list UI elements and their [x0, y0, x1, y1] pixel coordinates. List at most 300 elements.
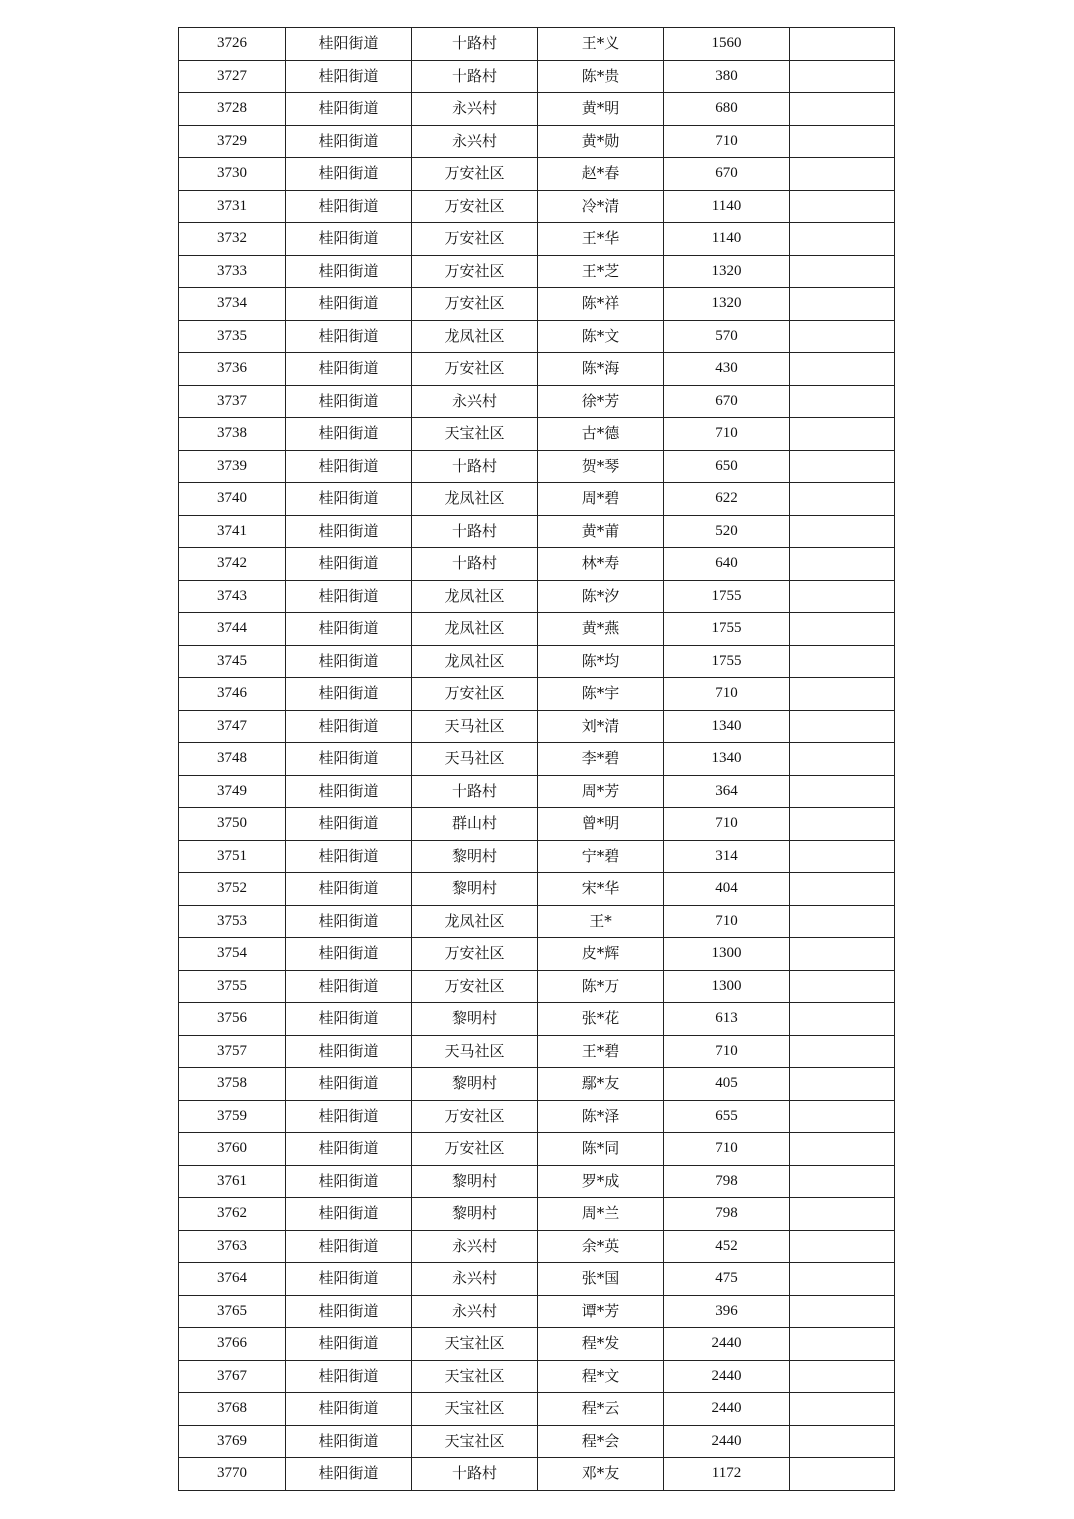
cell-street: 桂阳街道	[286, 418, 412, 451]
cell-street: 桂阳街道	[286, 548, 412, 581]
cell-amount: 2440	[664, 1360, 790, 1393]
cell-amount: 622	[664, 483, 790, 516]
cell-village: 十路村	[412, 28, 538, 61]
cell-amount: 640	[664, 548, 790, 581]
cell-amount: 710	[664, 678, 790, 711]
cell-village: 黎明村	[412, 873, 538, 906]
table-row	[179, 158, 895, 191]
cell-street: 桂阳街道	[286, 1360, 412, 1393]
cell-person-name: 贺*琴	[538, 450, 664, 483]
cell-village: 龙凤社区	[412, 645, 538, 678]
cell-village: 龙凤社区	[412, 320, 538, 353]
cell-note	[790, 613, 895, 646]
cell-village: 万安社区	[412, 158, 538, 191]
cell-serial-number: 3747	[179, 710, 286, 743]
cell-note	[790, 775, 895, 808]
cell-amount: 710	[664, 808, 790, 841]
cell-note	[790, 1425, 895, 1458]
cell-note	[790, 353, 895, 386]
cell-amount: 1340	[664, 743, 790, 776]
cell-amount: 1755	[664, 580, 790, 613]
table-row	[179, 385, 895, 418]
cell-serial-number: 3770	[179, 1458, 286, 1491]
table-body	[179, 28, 895, 1491]
cell-note	[790, 1198, 895, 1231]
table-row	[179, 970, 895, 1003]
table-row	[179, 1165, 895, 1198]
cell-street: 桂阳街道	[286, 580, 412, 613]
cell-village: 永兴村	[412, 1230, 538, 1263]
table-row	[179, 1133, 895, 1166]
cell-person-name: 陈*同	[538, 1133, 664, 1166]
cell-street: 桂阳街道	[286, 938, 412, 971]
cell-person-name: 刘*清	[538, 710, 664, 743]
cell-street: 桂阳街道	[286, 645, 412, 678]
cell-amount: 710	[664, 1035, 790, 1068]
table-row	[179, 515, 895, 548]
cell-street: 桂阳街道	[286, 320, 412, 353]
cell-amount: 1755	[664, 645, 790, 678]
cell-amount: 798	[664, 1198, 790, 1231]
cell-village: 永兴村	[412, 1263, 538, 1296]
cell-note	[790, 125, 895, 158]
cell-note	[790, 743, 895, 776]
cell-amount: 2440	[664, 1328, 790, 1361]
cell-serial-number: 3767	[179, 1360, 286, 1393]
table-row	[179, 190, 895, 223]
cell-amount: 2440	[664, 1425, 790, 1458]
cell-note	[790, 450, 895, 483]
cell-person-name: 王*义	[538, 28, 664, 61]
cell-village: 天宝社区	[412, 1360, 538, 1393]
cell-village: 万安社区	[412, 678, 538, 711]
cell-village: 十路村	[412, 450, 538, 483]
table-row	[179, 710, 895, 743]
cell-person-name: 皮*辉	[538, 938, 664, 971]
cell-serial-number: 3736	[179, 353, 286, 386]
cell-note	[790, 710, 895, 743]
cell-person-name: 周*芳	[538, 775, 664, 808]
table-row	[179, 320, 895, 353]
cell-serial-number: 3749	[179, 775, 286, 808]
cell-street: 桂阳街道	[286, 613, 412, 646]
cell-amount: 1755	[664, 613, 790, 646]
cell-serial-number: 3765	[179, 1295, 286, 1328]
cell-village: 十路村	[412, 60, 538, 93]
cell-person-name: 陈*汐	[538, 580, 664, 613]
table-row	[179, 1263, 895, 1296]
table-row	[179, 775, 895, 808]
cell-amount: 670	[664, 158, 790, 191]
cell-person-name: 周*兰	[538, 1198, 664, 1231]
cell-note	[790, 1133, 895, 1166]
cell-person-name: 张*花	[538, 1003, 664, 1036]
cell-village: 天马社区	[412, 710, 538, 743]
cell-serial-number: 3735	[179, 320, 286, 353]
cell-village: 永兴村	[412, 1295, 538, 1328]
cell-note	[790, 483, 895, 516]
table-row	[179, 938, 895, 971]
cell-amount: 404	[664, 873, 790, 906]
cell-village: 黎明村	[412, 1198, 538, 1231]
cell-serial-number: 3751	[179, 840, 286, 873]
table-row	[179, 678, 895, 711]
cell-street: 桂阳街道	[286, 1198, 412, 1231]
cell-village: 天宝社区	[412, 1425, 538, 1458]
cell-village: 群山村	[412, 808, 538, 841]
table-row	[179, 1425, 895, 1458]
cell-note	[790, 1068, 895, 1101]
cell-amount: 364	[664, 775, 790, 808]
table-row	[179, 905, 895, 938]
cell-amount: 680	[664, 93, 790, 126]
cell-serial-number: 3758	[179, 1068, 286, 1101]
cell-person-name: 鄢*友	[538, 1068, 664, 1101]
table-row	[179, 645, 895, 678]
cell-note	[790, 905, 895, 938]
cell-serial-number: 3743	[179, 580, 286, 613]
cell-note	[790, 288, 895, 321]
cell-person-name: 古*德	[538, 418, 664, 451]
table-row	[179, 418, 895, 451]
cell-person-name: 陈*宇	[538, 678, 664, 711]
cell-note	[790, 808, 895, 841]
table-row	[179, 743, 895, 776]
cell-street: 桂阳街道	[286, 1068, 412, 1101]
cell-serial-number: 3727	[179, 60, 286, 93]
data-table	[178, 27, 895, 1491]
cell-street: 桂阳街道	[286, 1328, 412, 1361]
cell-village: 万安社区	[412, 938, 538, 971]
cell-amount: 430	[664, 353, 790, 386]
cell-person-name: 陈*万	[538, 970, 664, 1003]
table-row	[179, 60, 895, 93]
cell-serial-number: 3730	[179, 158, 286, 191]
cell-note	[790, 320, 895, 353]
cell-street: 桂阳街道	[286, 190, 412, 223]
table-row	[179, 288, 895, 321]
cell-village: 万安社区	[412, 1133, 538, 1166]
cell-note	[790, 1295, 895, 1328]
cell-note	[790, 1328, 895, 1361]
cell-note	[790, 385, 895, 418]
cell-serial-number: 3768	[179, 1393, 286, 1426]
cell-street: 桂阳街道	[286, 1165, 412, 1198]
cell-serial-number: 3726	[179, 28, 286, 61]
cell-village: 万安社区	[412, 190, 538, 223]
cell-street: 桂阳街道	[286, 775, 412, 808]
cell-person-name: 宁*碧	[538, 840, 664, 873]
cell-street: 桂阳街道	[286, 515, 412, 548]
cell-person-name: 陈*均	[538, 645, 664, 678]
cell-street: 桂阳街道	[286, 1133, 412, 1166]
cell-amount: 710	[664, 905, 790, 938]
table-row	[179, 1295, 895, 1328]
cell-serial-number: 3734	[179, 288, 286, 321]
table-row	[179, 1068, 895, 1101]
cell-amount: 1320	[664, 255, 790, 288]
cell-note	[790, 970, 895, 1003]
cell-serial-number: 3748	[179, 743, 286, 776]
table-row	[179, 1100, 895, 1133]
cell-street: 桂阳街道	[286, 1425, 412, 1458]
cell-serial-number: 3732	[179, 223, 286, 256]
cell-note	[790, 873, 895, 906]
cell-village: 十路村	[412, 1458, 538, 1491]
cell-serial-number: 3739	[179, 450, 286, 483]
cell-serial-number: 3760	[179, 1133, 286, 1166]
cell-village: 天宝社区	[412, 1393, 538, 1426]
cell-amount: 452	[664, 1230, 790, 1263]
table-row	[179, 840, 895, 873]
cell-person-name: 黄*莆	[538, 515, 664, 548]
cell-serial-number: 3750	[179, 808, 286, 841]
cell-note	[790, 1165, 895, 1198]
cell-person-name: 王*碧	[538, 1035, 664, 1068]
cell-village: 万安社区	[412, 1100, 538, 1133]
cell-amount: 520	[664, 515, 790, 548]
cell-note	[790, 678, 895, 711]
cell-amount: 1340	[664, 710, 790, 743]
cell-street: 桂阳街道	[286, 710, 412, 743]
cell-amount: 1560	[664, 28, 790, 61]
cell-person-name: 程*发	[538, 1328, 664, 1361]
cell-serial-number: 3761	[179, 1165, 286, 1198]
cell-serial-number: 3769	[179, 1425, 286, 1458]
cell-village: 万安社区	[412, 223, 538, 256]
cell-serial-number: 3763	[179, 1230, 286, 1263]
cell-serial-number: 3766	[179, 1328, 286, 1361]
cell-amount: 314	[664, 840, 790, 873]
table-row	[179, 450, 895, 483]
cell-note	[790, 1035, 895, 1068]
cell-village: 黎明村	[412, 1165, 538, 1198]
cell-note	[790, 1263, 895, 1296]
cell-serial-number: 3754	[179, 938, 286, 971]
cell-village: 万安社区	[412, 288, 538, 321]
table-row	[179, 1328, 895, 1361]
cell-amount: 655	[664, 1100, 790, 1133]
cell-serial-number: 3742	[179, 548, 286, 581]
cell-note	[790, 1100, 895, 1133]
cell-serial-number: 3738	[179, 418, 286, 451]
cell-street: 桂阳街道	[286, 840, 412, 873]
cell-note	[790, 93, 895, 126]
cell-street: 桂阳街道	[286, 678, 412, 711]
cell-person-name: 黄*燕	[538, 613, 664, 646]
cell-street: 桂阳街道	[286, 60, 412, 93]
cell-note	[790, 938, 895, 971]
cell-street: 桂阳街道	[286, 1003, 412, 1036]
cell-street: 桂阳街道	[286, 223, 412, 256]
cell-amount: 396	[664, 1295, 790, 1328]
cell-amount: 2440	[664, 1393, 790, 1426]
cell-village: 龙凤社区	[412, 613, 538, 646]
table-row	[179, 1198, 895, 1231]
cell-amount: 710	[664, 418, 790, 451]
cell-village: 天马社区	[412, 1035, 538, 1068]
cell-street: 桂阳街道	[286, 1393, 412, 1426]
cell-village: 万安社区	[412, 970, 538, 1003]
cell-person-name: 程*云	[538, 1393, 664, 1426]
cell-village: 永兴村	[412, 385, 538, 418]
cell-person-name: 王*芝	[538, 255, 664, 288]
cell-village: 黎明村	[412, 1003, 538, 1036]
cell-serial-number: 3745	[179, 645, 286, 678]
cell-serial-number: 3728	[179, 93, 286, 126]
cell-serial-number: 3744	[179, 613, 286, 646]
cell-note	[790, 580, 895, 613]
cell-street: 桂阳街道	[286, 255, 412, 288]
cell-serial-number: 3757	[179, 1035, 286, 1068]
cell-amount: 570	[664, 320, 790, 353]
cell-person-name: 宋*华	[538, 873, 664, 906]
cell-person-name: 徐*芳	[538, 385, 664, 418]
cell-amount: 1300	[664, 970, 790, 1003]
cell-serial-number: 3733	[179, 255, 286, 288]
cell-village: 十路村	[412, 515, 538, 548]
cell-amount: 710	[664, 125, 790, 158]
cell-village: 龙凤社区	[412, 905, 538, 938]
cell-note	[790, 1003, 895, 1036]
cell-person-name: 陈*祥	[538, 288, 664, 321]
cell-amount: 1172	[664, 1458, 790, 1491]
cell-amount: 1140	[664, 223, 790, 256]
cell-person-name: 陈*贵	[538, 60, 664, 93]
table-row	[179, 1458, 895, 1491]
cell-village: 天宝社区	[412, 1328, 538, 1361]
cell-person-name: 陈*泽	[538, 1100, 664, 1133]
cell-person-name: 陈*文	[538, 320, 664, 353]
cell-street: 桂阳街道	[286, 1458, 412, 1491]
cell-note	[790, 418, 895, 451]
cell-person-name: 张*国	[538, 1263, 664, 1296]
cell-note	[790, 28, 895, 61]
table-row	[179, 873, 895, 906]
cell-serial-number: 3737	[179, 385, 286, 418]
cell-street: 桂阳街道	[286, 1263, 412, 1296]
cell-street: 桂阳街道	[286, 808, 412, 841]
cell-serial-number: 3729	[179, 125, 286, 158]
cell-street: 桂阳街道	[286, 125, 412, 158]
table-row	[179, 580, 895, 613]
cell-person-name: 赵*春	[538, 158, 664, 191]
cell-serial-number: 3753	[179, 905, 286, 938]
cell-street: 桂阳街道	[286, 873, 412, 906]
cell-note	[790, 1458, 895, 1491]
table-row	[179, 353, 895, 386]
cell-village: 永兴村	[412, 93, 538, 126]
cell-note	[790, 1230, 895, 1263]
table-row	[179, 548, 895, 581]
table-row	[179, 1035, 895, 1068]
cell-amount: 710	[664, 1133, 790, 1166]
cell-person-name: 林*寿	[538, 548, 664, 581]
table-row	[179, 613, 895, 646]
cell-serial-number: 3731	[179, 190, 286, 223]
cell-serial-number: 3741	[179, 515, 286, 548]
table-row	[179, 1230, 895, 1263]
cell-person-name: 周*碧	[538, 483, 664, 516]
cell-amount: 475	[664, 1263, 790, 1296]
table-row	[179, 1393, 895, 1426]
cell-person-name: 黄*明	[538, 93, 664, 126]
cell-village: 十路村	[412, 775, 538, 808]
table-row	[179, 223, 895, 256]
table-row	[179, 1360, 895, 1393]
cell-village: 黎明村	[412, 840, 538, 873]
cell-street: 桂阳街道	[286, 1295, 412, 1328]
cell-amount: 405	[664, 1068, 790, 1101]
cell-note	[790, 840, 895, 873]
table-row	[179, 1003, 895, 1036]
cell-amount: 613	[664, 1003, 790, 1036]
cell-street: 桂阳街道	[286, 1100, 412, 1133]
cell-person-name: 陈*海	[538, 353, 664, 386]
cell-serial-number: 3752	[179, 873, 286, 906]
cell-village: 龙凤社区	[412, 580, 538, 613]
cell-note	[790, 645, 895, 678]
cell-note	[790, 223, 895, 256]
cell-amount: 1300	[664, 938, 790, 971]
cell-person-name: 谭*芳	[538, 1295, 664, 1328]
cell-note	[790, 548, 895, 581]
cell-village: 黎明村	[412, 1068, 538, 1101]
cell-amount: 1320	[664, 288, 790, 321]
cell-note	[790, 515, 895, 548]
cell-person-name: 冷*清	[538, 190, 664, 223]
cell-serial-number: 3764	[179, 1263, 286, 1296]
cell-serial-number: 3740	[179, 483, 286, 516]
cell-amount: 798	[664, 1165, 790, 1198]
cell-village: 龙凤社区	[412, 483, 538, 516]
cell-street: 桂阳街道	[286, 1230, 412, 1263]
table-row	[179, 483, 895, 516]
cell-amount: 670	[664, 385, 790, 418]
table-row	[179, 125, 895, 158]
cell-person-name: 程*会	[538, 1425, 664, 1458]
cell-street: 桂阳街道	[286, 158, 412, 191]
cell-serial-number: 3759	[179, 1100, 286, 1133]
cell-serial-number: 3755	[179, 970, 286, 1003]
cell-street: 桂阳街道	[286, 483, 412, 516]
cell-note	[790, 255, 895, 288]
cell-street: 桂阳街道	[286, 970, 412, 1003]
cell-amount: 650	[664, 450, 790, 483]
cell-person-name: 黄*勋	[538, 125, 664, 158]
cell-note	[790, 60, 895, 93]
cell-street: 桂阳街道	[286, 288, 412, 321]
cell-note	[790, 1393, 895, 1426]
cell-note	[790, 158, 895, 191]
cell-person-name: 程*文	[538, 1360, 664, 1393]
cell-serial-number: 3762	[179, 1198, 286, 1231]
cell-street: 桂阳街道	[286, 353, 412, 386]
cell-village: 万安社区	[412, 353, 538, 386]
cell-person-name: 曾*明	[538, 808, 664, 841]
cell-amount: 1140	[664, 190, 790, 223]
cell-street: 桂阳街道	[286, 1035, 412, 1068]
cell-street: 桂阳街道	[286, 743, 412, 776]
cell-amount: 380	[664, 60, 790, 93]
cell-note	[790, 1360, 895, 1393]
cell-village: 十路村	[412, 548, 538, 581]
cell-person-name: 王*华	[538, 223, 664, 256]
cell-note	[790, 190, 895, 223]
table-row	[179, 255, 895, 288]
cell-person-name: 王*	[538, 905, 664, 938]
cell-serial-number: 3746	[179, 678, 286, 711]
